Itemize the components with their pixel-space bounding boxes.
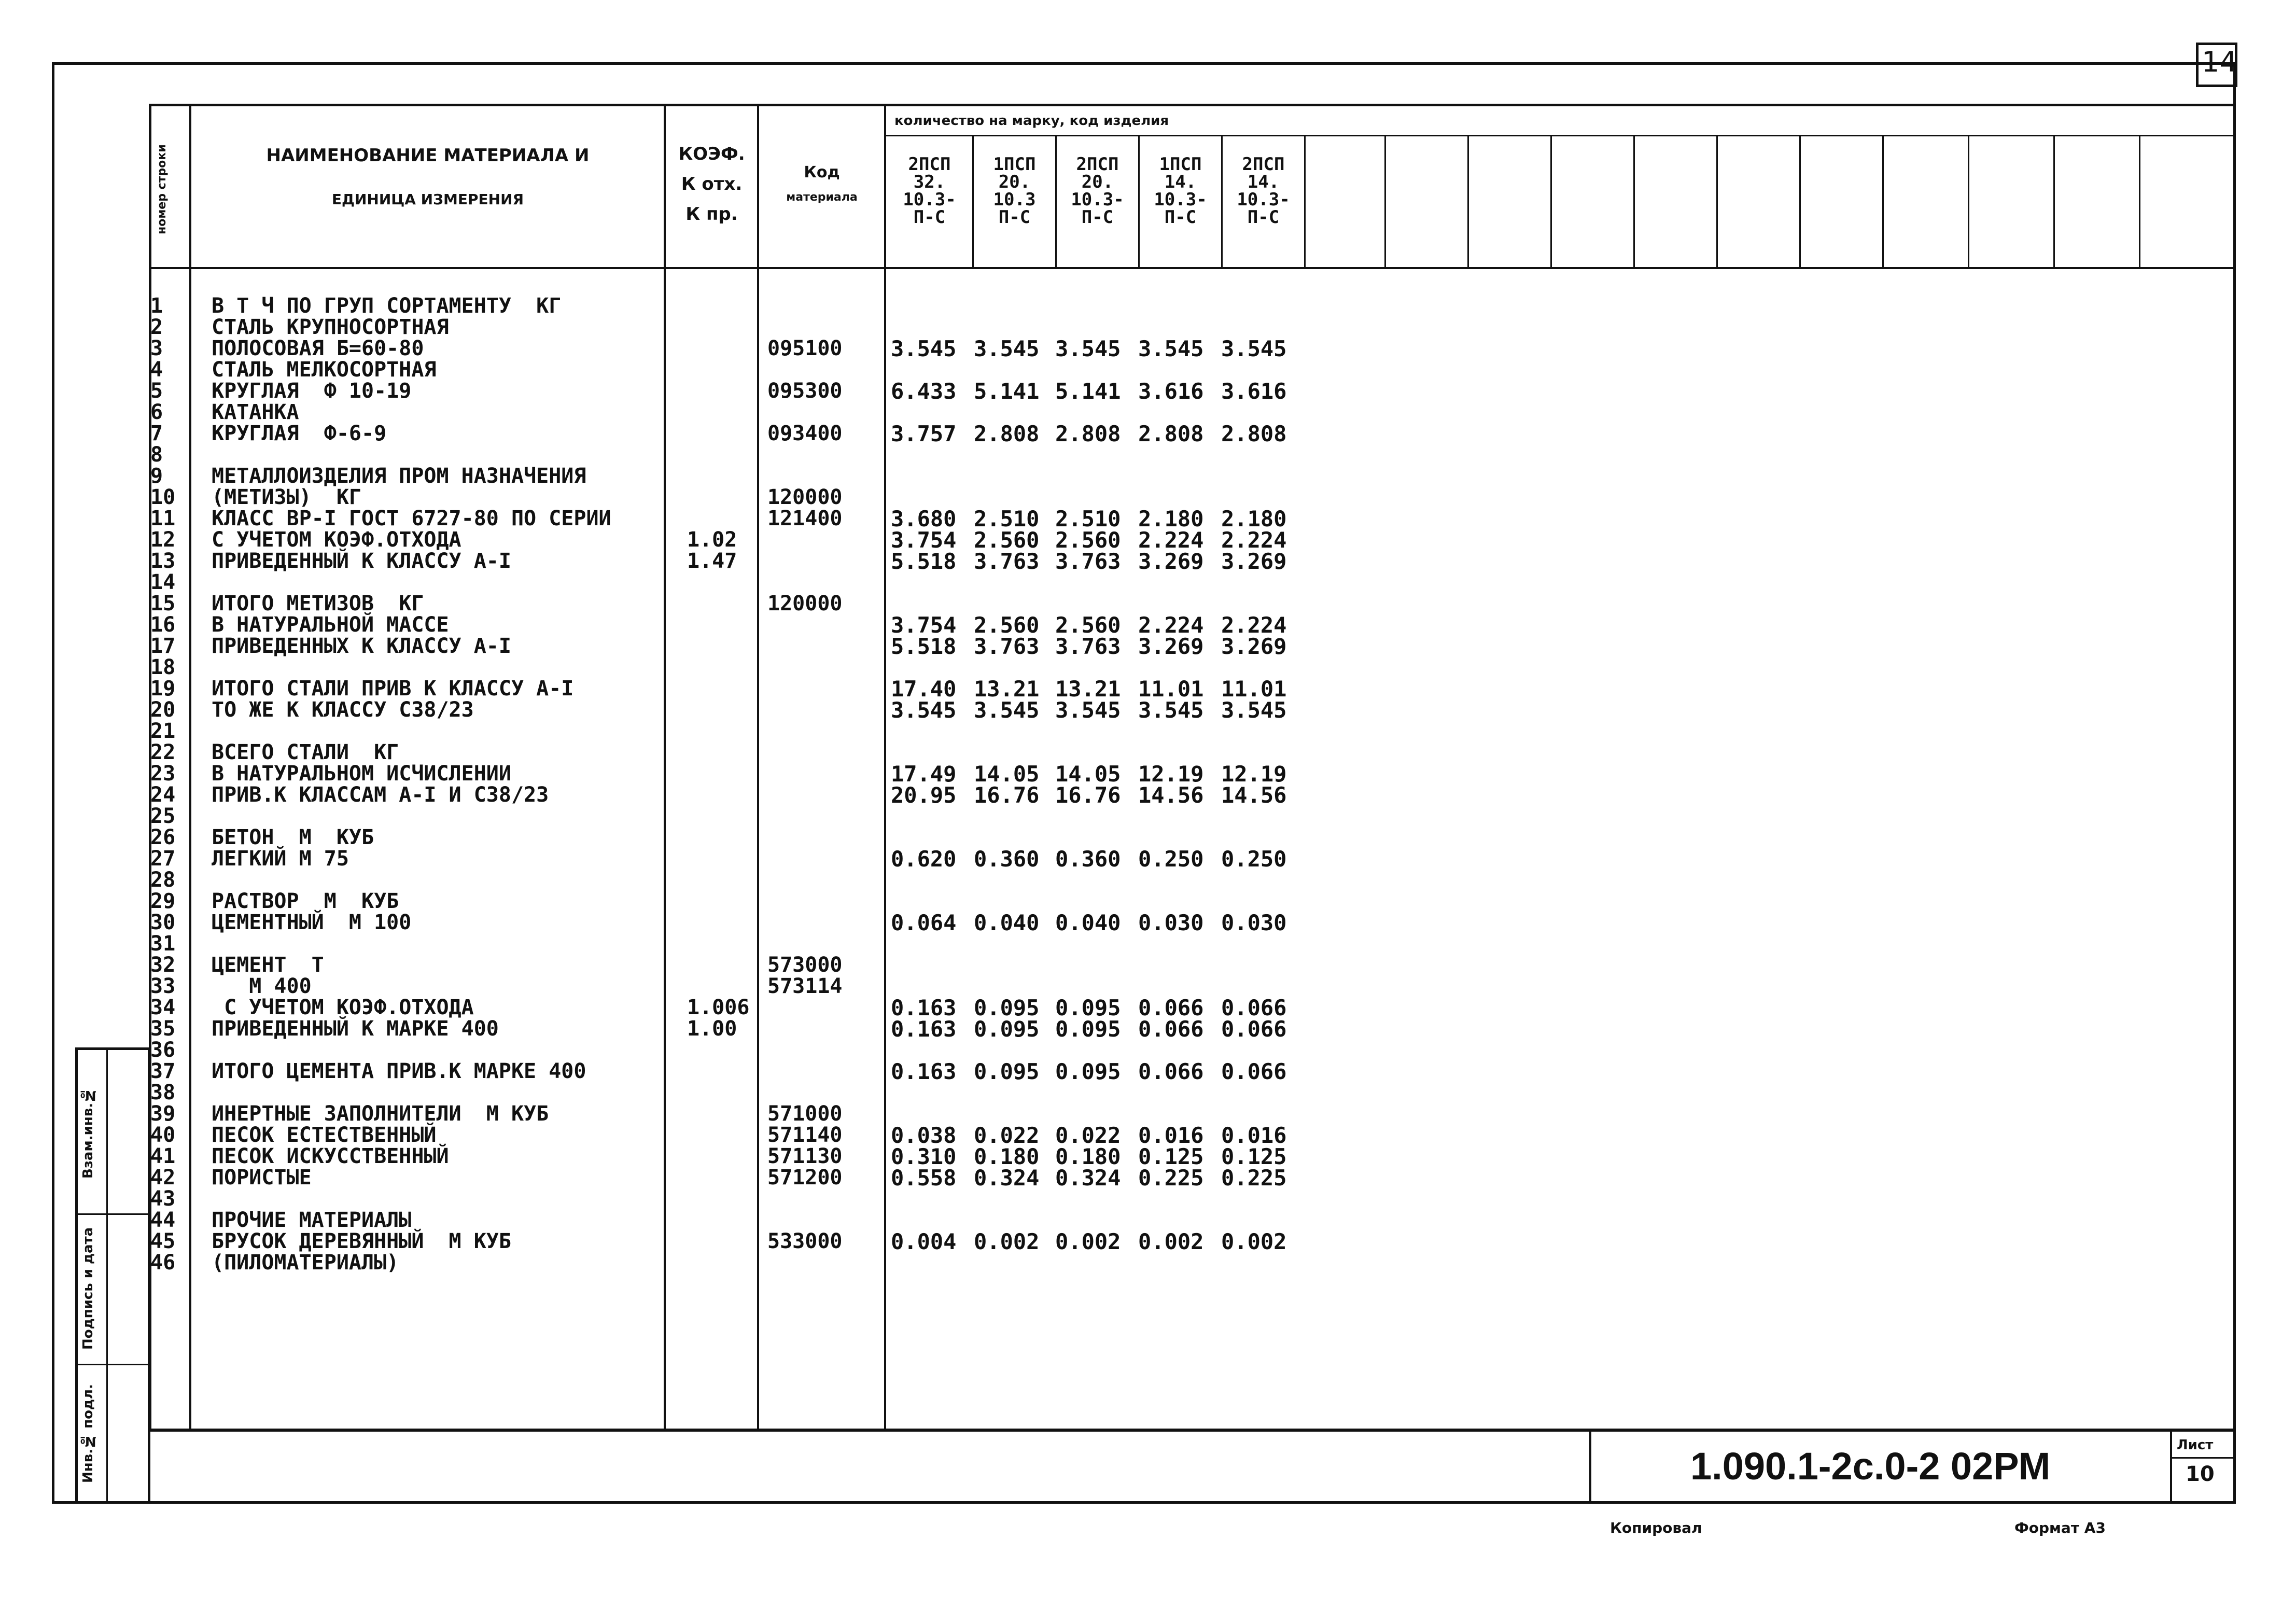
material-codes: 095100 095300 093400 120000 121400 120000 573000 573114 571000 571140 571130 571200 533000	[767, 337, 843, 1253]
product-col-5-l2: 14.	[1247, 172, 1280, 192]
coef-header	[669, 139, 754, 229]
title-block-top	[149, 1430, 2236, 1432]
col-line-coef	[757, 104, 759, 1431]
code-header-line1: Код	[804, 163, 840, 181]
col-line-e9	[2053, 136, 2055, 267]
row-number-label: номер строки	[156, 144, 169, 234]
side-stamp-line-1	[75, 1213, 150, 1215]
material-names: В Т Ч ПО ГРУП СОРТАМЕНТУ КГ СТАЛЬ КРУПНОСОРТНАЯ ПОЛОСОВАЯ Б=60-80 СТАЛЬ МЕЛКОСОРТНАЯ КРУГЛАЯ Ф 10-19 КАТАНКА КРУГЛАЯ Ф-6-9 МЕТАЛЛОИЗДЕЛИЯ ПРОМ НАЗНАЧЕНИЯ (МЕТИЗЫ) КГ КЛАСС ВР-I ГОСТ 6727-80 ПО СЕРИИ С УЧЕТОМ КОЭФ.ОТХОДА ПРИВЕДЕННЫЙ К КЛАССУ А-I ИТОГО МЕТИЗОВ КГ В НАТУРАЛЬНОЙ МАССЕ ПРИВЕДЕННЫХ К КЛАССУ А-I ИТОГО СТАЛИ ПРИВ К КЛАССУ А-I ТО ЖЕ К КЛАССУ С38/23 ВСЕГО СТАЛИ КГ В НАТУРАЛЬНОМ ИСЧИСЛЕНИИ ПРИВ.К КЛАССАМ А-I И С38/23 БЕТОН М КУБ ЛЕГКИЙ М 75 РАСТВОР М КУБ ЦЕМЕНТНЫЙ М 100 ЦЕМЕНТ Т М 400 С УЧЕТОМ КОЭФ.ОТХОДА ПРИВЕДЕННЫЙ К МАРКЕ 400 ИТОГО ЦЕМЕНТА ПРИВ.К МАРКЕ 400 ИНЕРТНЫЕ ЗАПОЛНИТЕЛИ М КУБ ПЕСОК ЕСТЕСТВЕННЫЙ ПЕСОК ИСКУССТВЕННЫЙ ПОРИСТЫЕ ПРОЧИЕ МАТЕРИАЛЫ БРУСОК ДЕРЕВЯННЫЙ М КУБ (ПИЛОМАТЕРИАЛЫ)	[212, 294, 611, 1275]
coef-values: 1.02 1.47 1.006 1.00	[687, 528, 750, 1041]
col-line-e8	[1968, 136, 1969, 267]
product-col-2-l3: 10.3	[993, 189, 1036, 210]
product-col-1-l2: 32.	[913, 172, 946, 192]
col-line-p5	[1304, 136, 1306, 267]
title-block-sheet-line	[2170, 1457, 2236, 1459]
product-col-2-l1: 1ПСП	[993, 154, 1036, 175]
product-col-3	[1057, 156, 1138, 226]
title-block-sheet-divider	[2170, 1430, 2172, 1502]
col-line-e1	[1384, 136, 1386, 267]
col-line-e5	[1716, 136, 1718, 267]
sheet-number-top: 14	[2202, 46, 2237, 78]
col-line-e6	[1799, 136, 1801, 267]
product-col-5	[1223, 156, 1304, 226]
qty-col-3: 3.545 5.141 2.808 2.510 2.560 3.763 2.560 3.763 13.21 3.545 14.05 16.76 0.360 0.040 0.095 0.095 0.095 0.022 0.180 0.324 0.002	[1055, 336, 1121, 1254]
side-stamp-line-2	[75, 1364, 150, 1365]
product-col-1-l1: 2ПСП	[908, 154, 951, 175]
product-col-4-l4: П-С	[1164, 207, 1197, 228]
col-line-code	[884, 104, 886, 1431]
qty-col-1: 3.545 6.433 3.757 3.680 3.754 5.518 3.754 5.518 17.40 3.545 17.49 20.95 0.620 0.064 0.163 0.163 0.163 0.038 0.310 0.558 0.004	[891, 336, 957, 1254]
product-col-1-l4: П-С	[913, 207, 946, 228]
qty-header-divider	[884, 135, 2236, 136]
replace-inv-label: Взам.инв.№	[80, 1087, 96, 1179]
product-col-1-l3: 10.3-	[903, 189, 956, 210]
col-line-e2	[1467, 136, 1469, 267]
col-line-e7	[1882, 136, 1884, 267]
product-col-2-l2: 20.	[998, 172, 1031, 192]
product-col-4-l2: 14.	[1164, 172, 1197, 192]
product-col-2	[974, 156, 1055, 226]
qty-col-2: 3.545 5.141 2.808 2.510 2.560 3.763 2.560 3.763 13.21 3.545 14.05 16.76 0.360 0.040 0.095 0.095 0.095 0.022 0.180 0.324 0.002	[974, 336, 1040, 1254]
title-block-divider	[1589, 1430, 1591, 1502]
sign-date-label: Подпись и дата	[80, 1227, 96, 1350]
code-header-line2: материала	[786, 191, 858, 204]
product-col-5-l4: П-С	[1247, 207, 1280, 228]
product-col-5-l3: 10.3-	[1237, 189, 1290, 210]
product-col-3-l4: П-С	[1081, 207, 1114, 228]
coef-header-line3: К пр.	[685, 204, 738, 225]
header-divider	[149, 267, 2236, 269]
product-col-4-l1: 1ПСП	[1159, 154, 1202, 175]
name-header-line1: НАИМЕНОВАНИЕ МАТЕРИАЛА И	[266, 145, 590, 166]
name-header	[197, 145, 659, 208]
doc-code: 1.090.1-2с.0-2 02РМ	[1690, 1445, 2051, 1488]
qty-col-5: 3.545 3.616 2.808 2.180 2.224 3.269 2.224 3.269 11.01 3.545 12.19 14.56 0.250 0.030 0.066 0.066 0.066 0.016 0.125 0.225 0.002	[1221, 336, 1287, 1254]
product-col-1	[887, 156, 972, 226]
col-line-e10	[2139, 136, 2140, 267]
coef-header-line2: К отх.	[681, 174, 743, 194]
inv-no-label: Инв.№ подл.	[80, 1384, 96, 1484]
side-stamp-divider	[106, 1047, 108, 1504]
sheet-value: 10	[2186, 1462, 2215, 1486]
product-col-5-l1: 2ПСП	[1242, 154, 1285, 175]
name-header-line2: ЕДИНИЦА ИЗМЕРЕНИЯ	[331, 191, 524, 208]
product-col-3-l3: 10.3-	[1071, 189, 1124, 210]
qty-col-4: 3.545 3.616 2.808 2.180 2.224 3.269 2.224 3.269 11.01 3.545 12.19 14.56 0.250 0.030 0.066 0.066 0.066 0.016 0.125 0.225 0.002	[1138, 336, 1204, 1254]
product-col-3-l1: 2ПСП	[1076, 154, 1119, 175]
row-numbers: 1 2 3 4 5 6 7 8 9 10 11 12 13 14 15 16 17 18 19 20 21 22 23 24 25 26 27 28 29 30 31 32 33 34 35 36 37 38 39 40 41 42 43 44 45 46	[150, 294, 176, 1275]
product-col-3-l2: 20.	[1081, 172, 1114, 192]
product-col-4-l3: 10.3-	[1154, 189, 1207, 210]
col-line-e4	[1633, 136, 1635, 267]
format-label: Формат А3	[2014, 1519, 2106, 1536]
sheet-label: Лист	[2177, 1437, 2214, 1453]
col-line-e3	[1550, 136, 1552, 267]
coef-header-line1: КОЭФ.	[678, 144, 745, 164]
product-col-2-l4: П-С	[998, 207, 1031, 228]
copied-label: Копировал	[1610, 1519, 1702, 1536]
product-col-4	[1140, 156, 1221, 226]
code-header	[762, 163, 881, 204]
qty-header: количество на марку, код изделия	[894, 113, 1169, 129]
